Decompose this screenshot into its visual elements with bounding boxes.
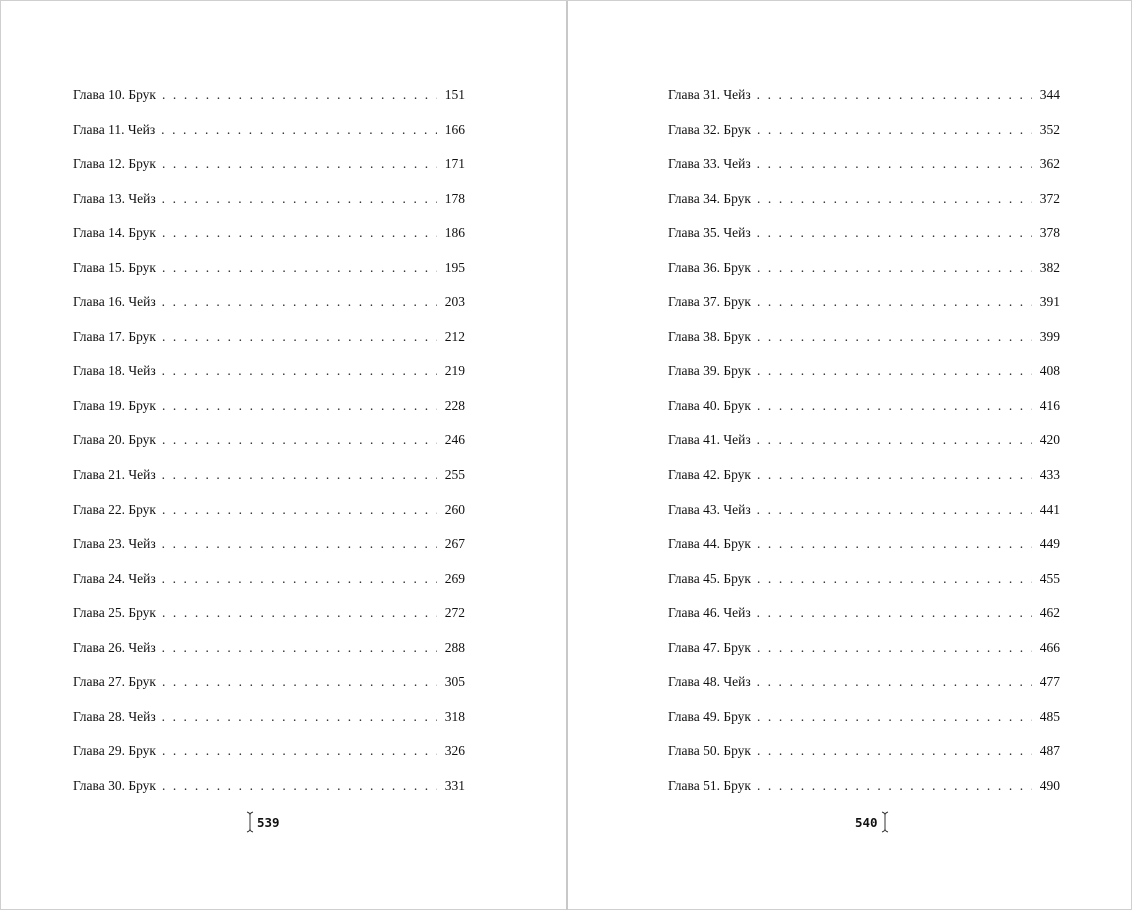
toc-entry-page: 203 — [444, 294, 465, 310]
toc-entry[interactable] — [73, 122, 465, 157]
toc-entry-title: Глава 28. Чейз — [73, 708, 156, 724]
toc-entry[interactable] — [668, 571, 1060, 606]
toc-entry-page: 455 — [1039, 570, 1060, 586]
toc-entry-title: Глава 49. Брук — [668, 708, 751, 724]
dot-leader — [162, 191, 437, 207]
toc-entry[interactable] — [73, 191, 465, 226]
toc-entry-title: Глава 40. Брук — [668, 397, 751, 413]
toc-entry[interactable] — [73, 743, 465, 778]
toc-entry[interactable] — [668, 432, 1060, 467]
toc-entry-page: 212 — [444, 328, 465, 344]
toc-entry-page: 151 — [444, 87, 465, 102]
dot-leader — [757, 778, 1032, 794]
toc-entry[interactable] — [668, 605, 1060, 640]
toc-entry[interactable] — [73, 778, 465, 813]
toc-entry-page: 260 — [444, 501, 465, 517]
toc-entry-page: 186 — [444, 225, 465, 241]
toc-entry[interactable] — [73, 467, 465, 502]
toc-entry[interactable] — [73, 709, 465, 744]
toc-entry[interactable] — [73, 605, 465, 640]
dot-leader — [757, 363, 1032, 379]
toc-entry-title: Глава 12. Брук — [73, 156, 156, 172]
page-number-right — [852, 811, 889, 833]
toc-entry[interactable] — [668, 640, 1060, 675]
toc-entry-page: 288 — [444, 639, 465, 655]
dot-leader — [757, 122, 1032, 138]
toc-entry-title: Глава 16. Чейз — [73, 294, 156, 310]
toc-entry-title: Глава 35. Чейз — [668, 225, 751, 241]
toc-entry-page: 466 — [1039, 639, 1060, 655]
dot-leader — [162, 329, 437, 345]
toc-entry-title: Глава 23. Чейз — [73, 536, 156, 552]
toc-entry-title: Глава 47. Брук — [668, 639, 751, 655]
toc-entry[interactable] — [73, 87, 465, 122]
toc-entry[interactable] — [668, 398, 1060, 433]
toc-entry[interactable] — [73, 398, 465, 433]
toc-entry-title: Глава 34. Брук — [668, 190, 751, 206]
toc-entry-title: Глава 17. Брук — [73, 328, 156, 344]
toc-entry[interactable] — [668, 329, 1060, 364]
toc-entry[interactable] — [668, 191, 1060, 226]
toc-entry-page: 382 — [1039, 259, 1060, 275]
toc-entry-page: 219 — [444, 363, 465, 379]
dot-leader — [757, 674, 1032, 690]
dot-leader — [757, 502, 1032, 518]
toc-entry-page: 378 — [1039, 225, 1060, 241]
toc-entry-page: 272 — [444, 605, 465, 621]
toc-entry-page: 305 — [444, 674, 465, 690]
dot-leader — [757, 640, 1032, 656]
toc-entry[interactable] — [73, 363, 465, 398]
toc-entry[interactable] — [668, 536, 1060, 571]
toc-entry-title: Глава 27. Брук — [73, 674, 156, 690]
dot-leader — [162, 709, 437, 725]
dot-leader — [757, 87, 1032, 103]
toc-entry-title: Глава 50. Брук — [668, 743, 751, 759]
text-cursor-icon — [881, 811, 889, 833]
toc-entry-title: Глава 44. Брук — [668, 536, 751, 552]
toc-entry-page: 331 — [444, 777, 465, 793]
toc-entry-title: Глава 14. Брук — [73, 225, 156, 241]
toc-entry-page: 246 — [444, 432, 465, 448]
toc-entry[interactable] — [668, 363, 1060, 398]
toc-entry-title: Глава 15. Брук — [73, 259, 156, 275]
toc-entry-page: 416 — [1039, 397, 1060, 413]
dot-leader — [162, 571, 437, 587]
left-page — [1, 1, 566, 910]
toc-entry-title: Глава 39. Брук — [668, 363, 751, 379]
dot-leader — [757, 605, 1032, 621]
dot-leader — [757, 294, 1032, 310]
dot-leader — [757, 225, 1032, 241]
folio-number: 539 — [257, 814, 280, 830]
toc-entry-title: Глава 38. Брук — [668, 328, 751, 344]
dot-leader — [162, 536, 437, 552]
toc-entry-page: 485 — [1039, 708, 1060, 724]
toc-entry[interactable] — [668, 709, 1060, 744]
dot-leader — [162, 674, 437, 690]
right-page — [568, 1, 1132, 910]
toc-entry-page: 166 — [444, 121, 465, 137]
toc-entry-page: 372 — [1039, 190, 1060, 206]
text-cursor-icon — [246, 811, 254, 833]
page-number-left — [246, 811, 283, 833]
toc-entry-title: Глава 43. Чейз — [668, 501, 751, 517]
dot-leader — [162, 605, 437, 621]
toc-entry-page: 267 — [444, 536, 465, 552]
toc-entry[interactable] — [668, 122, 1060, 157]
toc-entry-page: 391 — [1039, 294, 1060, 310]
toc-entry-page: 408 — [1039, 363, 1060, 379]
dot-leader — [757, 260, 1032, 276]
toc-entry-title: Глава 37. Брук — [668, 294, 751, 310]
dot-leader — [162, 743, 437, 759]
toc-entry[interactable] — [668, 778, 1060, 813]
dot-leader — [757, 156, 1032, 172]
toc-entry-page: 326 — [444, 743, 465, 759]
toc-entry-title: Глава 19. Брук — [73, 397, 156, 413]
toc-entry[interactable] — [668, 87, 1060, 122]
toc-list-right — [668, 87, 1060, 812]
toc-entry-page: 477 — [1039, 674, 1060, 690]
toc-entry-title: Глава 42. Брук — [668, 467, 751, 483]
toc-entry-page: 344 — [1039, 87, 1060, 102]
toc-entry-page: 255 — [444, 467, 465, 483]
toc-entry-title: Глава 31. Чейз — [668, 87, 751, 102]
toc-entry[interactable] — [668, 156, 1060, 191]
toc-entry-title: Глава 46. Чейз — [668, 605, 751, 621]
dot-leader — [162, 87, 437, 103]
toc-entry[interactable] — [73, 156, 465, 191]
toc-entry[interactable] — [73, 536, 465, 571]
toc-entry-title: Глава 33. Чейз — [668, 156, 751, 172]
toc-entry-title: Глава 32. Брук — [668, 121, 751, 137]
toc-entry[interactable] — [668, 294, 1060, 329]
toc-entry[interactable] — [668, 743, 1060, 778]
toc-entry-title: Глава 30. Брук — [73, 777, 156, 793]
toc-entry[interactable] — [73, 225, 465, 260]
toc-entry-page: 441 — [1039, 501, 1060, 517]
toc-list-left — [73, 87, 465, 812]
toc-entry-title: Глава 20. Брук — [73, 432, 156, 448]
toc-entry-title: Глава 36. Брук — [668, 259, 751, 275]
folio-number: 540 — [855, 814, 878, 830]
dot-leader — [162, 225, 437, 241]
dot-leader — [162, 640, 437, 656]
dot-leader — [757, 329, 1032, 345]
dot-leader — [162, 432, 437, 448]
toc-entry-page: 318 — [444, 708, 465, 724]
toc-entry-title: Глава 41. Чейз — [668, 432, 751, 448]
toc-entry-page: 362 — [1039, 156, 1060, 172]
toc-entry-page: 449 — [1039, 536, 1060, 552]
toc-entry[interactable] — [73, 260, 465, 295]
toc-entry-title: Глава 21. Чейз — [73, 467, 156, 483]
toc-entry-page: 352 — [1039, 121, 1060, 137]
toc-entry-page: 420 — [1039, 432, 1060, 448]
dot-leader — [757, 398, 1032, 414]
toc-entry-page: 178 — [444, 190, 465, 206]
toc-entry-title: Глава 22. Брук — [73, 501, 156, 517]
toc-entry[interactable] — [668, 225, 1060, 260]
dot-leader — [162, 467, 437, 483]
dot-leader — [162, 260, 437, 276]
dot-leader — [162, 156, 437, 172]
toc-entry-page: 490 — [1039, 777, 1060, 793]
dot-leader — [757, 191, 1032, 207]
toc-entry-page: 171 — [444, 156, 465, 172]
toc-entry-title: Глава 51. Брук — [668, 777, 751, 793]
toc-entry[interactable] — [668, 674, 1060, 709]
toc-entry[interactable] — [668, 467, 1060, 502]
dot-leader — [757, 709, 1032, 725]
dot-leader — [757, 743, 1032, 759]
toc-entry[interactable] — [73, 640, 465, 675]
toc-entry[interactable] — [73, 329, 465, 364]
toc-entry-title: Глава 10. Брук — [73, 87, 156, 102]
toc-entry-page: 399 — [1039, 328, 1060, 344]
dot-leader — [757, 432, 1032, 448]
toc-entry-title: Глава 25. Брук — [73, 605, 156, 621]
toc-entry[interactable] — [73, 294, 465, 329]
toc-entry-page: 433 — [1039, 467, 1060, 483]
toc-entry-page: 195 — [444, 259, 465, 275]
toc-entry-title: Глава 48. Чейз — [668, 674, 751, 690]
dot-leader — [162, 363, 437, 379]
toc-entry[interactable] — [668, 260, 1060, 295]
toc-entry[interactable] — [668, 502, 1060, 537]
toc-entry-title: Глава 18. Чейз — [73, 363, 156, 379]
toc-entry[interactable] — [73, 674, 465, 709]
dot-leader — [162, 778, 437, 794]
toc-entry[interactable] — [73, 502, 465, 537]
dot-leader — [757, 536, 1032, 552]
dot-leader — [162, 398, 437, 414]
toc-entry-page: 269 — [444, 570, 465, 586]
toc-entry-page: 462 — [1039, 605, 1060, 621]
toc-entry-title: Глава 26. Чейз — [73, 639, 156, 655]
toc-entry-title: Глава 29. Брук — [73, 743, 156, 759]
dot-leader — [162, 502, 437, 518]
dot-leader — [757, 467, 1032, 483]
toc-entry-page: 487 — [1039, 743, 1060, 759]
toc-entry-title: Глава 45. Брук — [668, 570, 751, 586]
toc-entry[interactable] — [73, 432, 465, 467]
dot-leader — [161, 122, 437, 138]
dot-leader — [757, 571, 1032, 587]
toc-entry[interactable] — [73, 571, 465, 606]
toc-entry-title: Глава 11. Чейз — [73, 121, 156, 137]
toc-entry-title: Глава 13. Чейз — [73, 190, 156, 206]
toc-entry-page: 228 — [444, 397, 465, 413]
dot-leader — [162, 294, 437, 310]
toc-entry-title: Глава 24. Чейз — [73, 570, 156, 586]
